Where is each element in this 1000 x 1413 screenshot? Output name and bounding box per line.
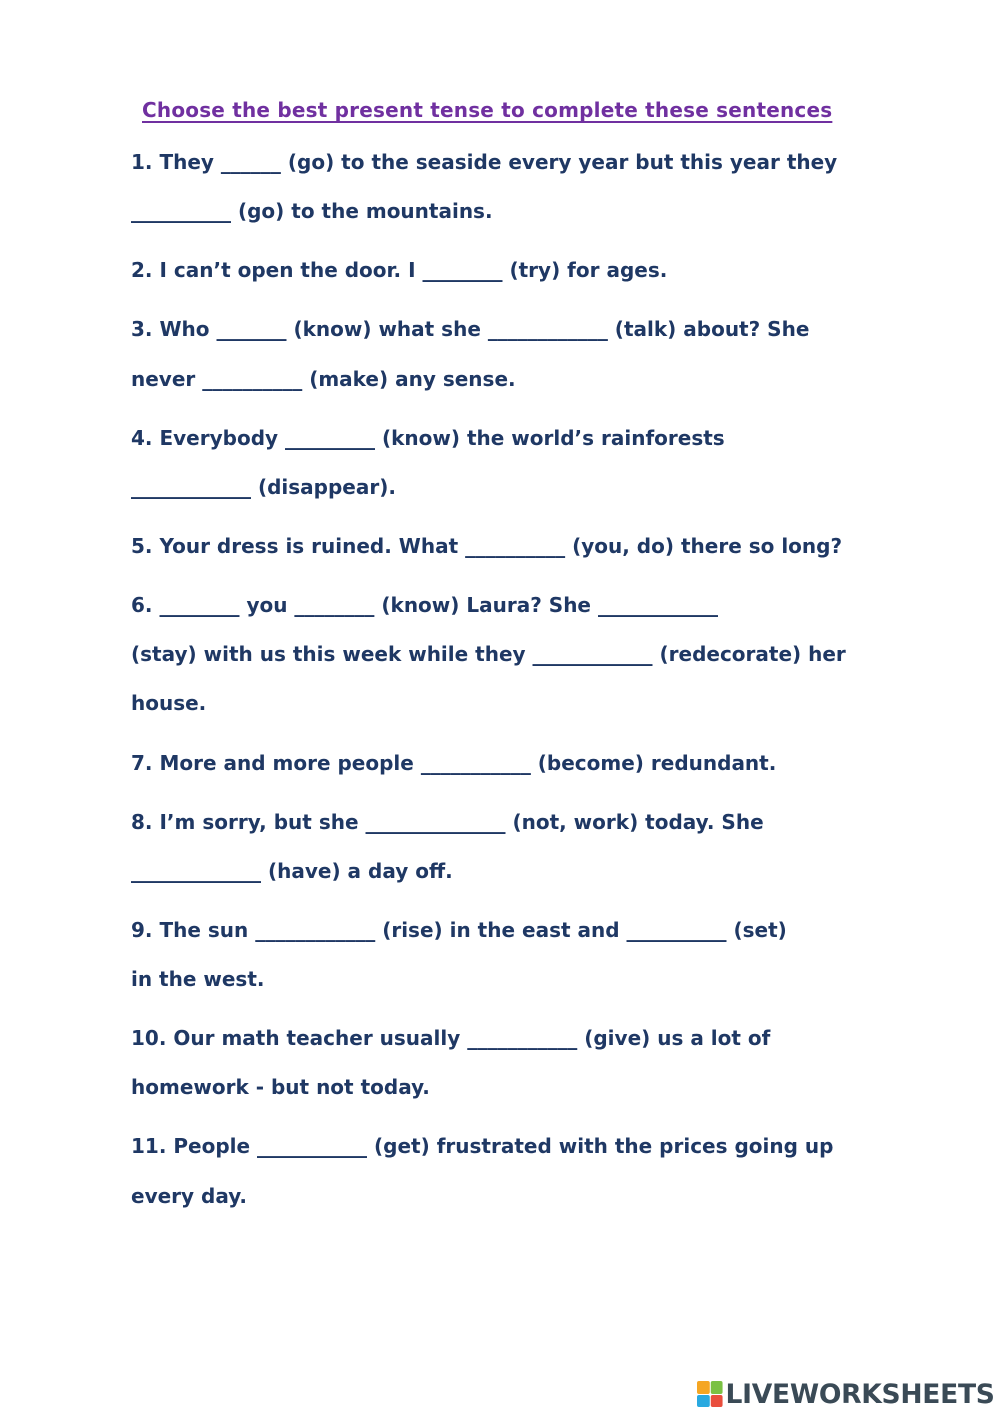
sentence-8-line-1: 8. I’m sorry, but she ______________ (not, work) today. She bbox=[131, 810, 764, 834]
sentence-6-line-2: (stay) with us this week while they ____________ (redecorate) her bbox=[131, 642, 846, 666]
logo-text: LIVEWORKSHEETS bbox=[725, 1378, 995, 1410]
sentence-1-line-1: 1. They ______ (go) to the seaside every year but this year they bbox=[131, 150, 838, 174]
sentence-3-line-1: 3. Who _______ (know) what she ____________ (talk) about? She bbox=[131, 317, 810, 341]
sentence-4-line-1: 4. Everybody _________ (know) the world’s rainforests bbox=[131, 426, 725, 450]
logo-blocks-icon bbox=[697, 1381, 723, 1407]
sentence-11-line-1: 11. People ___________ (get) frustrated with the prices going up bbox=[131, 1134, 834, 1158]
sentence-4-line-2: ____________ (disappear). bbox=[131, 475, 396, 499]
sentence-9-line-1: 9. The sun ____________ (rise) in the east and __________ (set) bbox=[131, 918, 787, 942]
liveworksheets-logo bbox=[697, 1378, 995, 1410]
sentence-3-line-2: never __________ (make) any sense. bbox=[131, 367, 516, 391]
logo-block-4 bbox=[710, 1395, 722, 1408]
logo-block-3 bbox=[697, 1395, 709, 1408]
sentence-5-line-1: 5. Your dress is ruined. What __________ (you, do) there so long? bbox=[131, 534, 843, 558]
worksheet-title: Choose the best present tense to complete these sentences bbox=[142, 98, 833, 122]
sentence-10-line-1: 10. Our math teacher usually ___________ (give) us a lot of bbox=[131, 1026, 771, 1050]
sentence-1-line-2: __________ (go) to the mountains. bbox=[131, 199, 493, 223]
sentence-2-line-1: 2. I can’t open the door. I ________ (try) for ages. bbox=[131, 258, 668, 282]
logo-block-2 bbox=[710, 1381, 722, 1394]
sentence-9-line-2: in the west. bbox=[131, 967, 265, 991]
sentence-11-line-2: every day. bbox=[131, 1184, 248, 1208]
sentence-7-line-1: 7. More and more people ___________ (become) redundant. bbox=[131, 751, 777, 775]
sentence-6-line-1: 6. ________ you ________ (know) Laura? She ____________ bbox=[131, 593, 718, 617]
sentence-6-line-3: house. bbox=[131, 691, 207, 715]
sentence-10-line-2: homework - but not today. bbox=[131, 1075, 430, 1099]
logo-block-1 bbox=[697, 1381, 709, 1394]
sentence-8-line-2: _____________ (have) a day off. bbox=[131, 859, 453, 883]
